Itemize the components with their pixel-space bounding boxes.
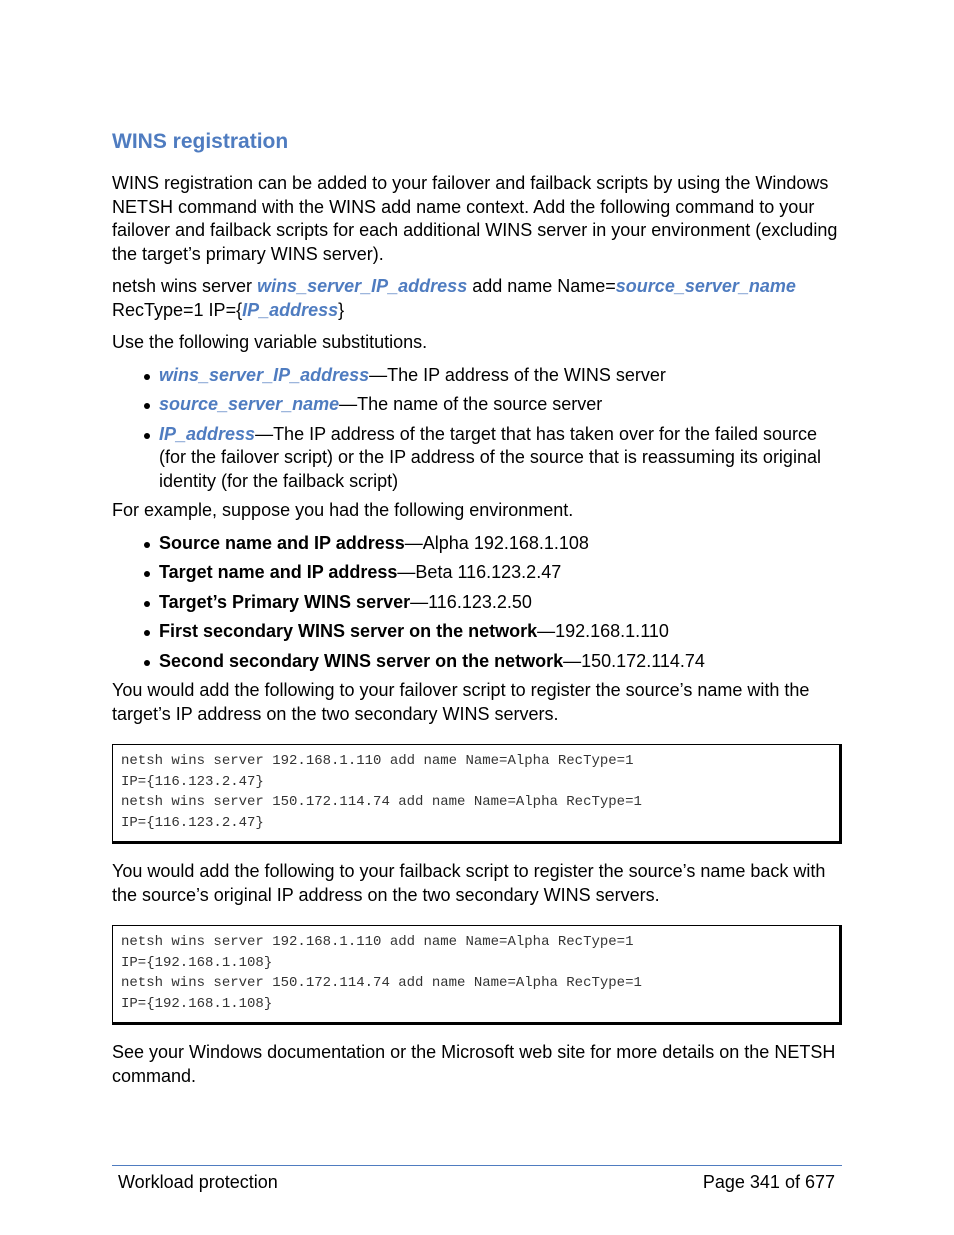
list-item: [112, 364, 842, 388]
section-heading: WINS registration: [112, 130, 289, 153]
failback-code-block: [112, 925, 842, 1025]
intro-paragraph: WINS registration can be added to your failover and failback scripts by using the Windows NETSH command with the WINS add name context. Add the following command to your failover and failback scripts for each additional WINS server in your environment (excluding the target’s primary WINS server).: [112, 173, 838, 264]
example-intro: For example, suppose you had the following environment.: [112, 500, 574, 520]
variable-description: —The name of the source server: [339, 394, 603, 414]
substitutions-intro: Use the following variable substitutions.: [112, 332, 428, 352]
variable-description: —The IP address of the target that has taken over for the failed source (for the failover script) or the IP address of the source that is reassuming its original identity (for the failback script): [159, 423, 821, 491]
command-syntax: [112, 275, 842, 322]
code-line: IP={192.168.1.108}: [121, 995, 273, 1012]
variable-description: —The IP address of the WINS server: [369, 364, 666, 385]
substitutions-list: [112, 364, 842, 494]
page-footer: [112, 1165, 842, 1193]
command-var-source-name: source_server_name: [615, 276, 796, 296]
environment-label: Target’s Primary WINS server: [159, 591, 411, 612]
code-line: netsh wins server 150.172.114.74 add name Name=Alpha RecType=1: [121, 975, 642, 991]
list-item: [112, 393, 842, 417]
environment-label: Source name and IP address: [159, 532, 405, 553]
variable-name: IP_address: [159, 423, 256, 444]
environment-value: —Alpha 192.168.1.108: [404, 532, 589, 553]
command-text: netsh wins server: [112, 276, 258, 296]
list-item: [112, 620, 842, 644]
command-var-ip-address: IP_address: [242, 299, 339, 320]
list-item: [112, 561, 842, 585]
environment-value: —192.168.1.110: [537, 621, 669, 641]
code-line: netsh wins server 150.172.114.74 add name Name=Alpha RecType=1: [121, 794, 642, 810]
command-text: }: [338, 299, 345, 320]
list-item: [112, 650, 842, 674]
environment-list: [112, 532, 842, 674]
code-line: IP={116.123.2.47}: [121, 773, 264, 790]
main-content: [112, 128, 842, 1097]
command-var-wins-server: wins_server_IP_address: [257, 276, 468, 296]
list-item: [112, 591, 842, 615]
code-line: IP={192.168.1.108}: [121, 954, 273, 971]
environment-value: —116.123.2.50: [410, 591, 532, 612]
command-text: RecType=1 IP={: [112, 299, 243, 320]
environment-value: —Beta 116.123.2.47: [397, 562, 562, 582]
page-number: Page 341 of 677: [702, 1172, 835, 1192]
variable-name: wins_server_IP_address: [159, 364, 370, 385]
environment-label: Second secondary WINS server on the network: [159, 650, 564, 671]
list-item: [112, 532, 842, 556]
command-text: add name Name=: [467, 276, 616, 296]
failback-intro: You would add the following to your failback script to register the source’s name back with the source’s original IP address on the two secondary WINS servers.: [112, 861, 826, 905]
footer-section-title: Workload protection: [118, 1172, 278, 1192]
environment-label: Target name and IP address: [159, 562, 398, 582]
code-line: netsh wins server 192.168.1.110 add name Name=Alpha RecType=1: [121, 934, 634, 950]
list-item: [112, 423, 842, 494]
failover-code-block: [112, 744, 842, 844]
environment-label: First secondary WINS server on the network: [159, 621, 538, 641]
closing-paragraph: See your Windows documentation or the Microsoft web site for more details on the NETSH command.: [112, 1042, 836, 1086]
variable-name: source_server_name: [159, 394, 340, 414]
environment-value: —150.172.114.74: [563, 650, 705, 671]
code-line: IP={116.123.2.47}: [121, 814, 264, 831]
failover-intro: You would add the following to your failover script to register the source’s name with the target’s IP address on the two secondary WINS servers.: [112, 680, 810, 724]
code-line: netsh wins server 192.168.1.110 add name Name=Alpha RecType=1: [121, 753, 634, 769]
